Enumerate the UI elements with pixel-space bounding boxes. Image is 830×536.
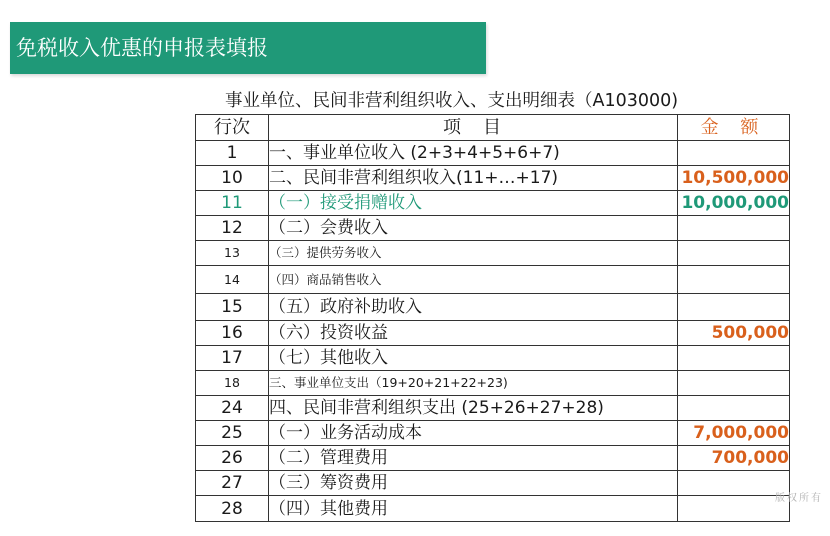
row-line-no: 28 — [196, 496, 269, 522]
detail-table — [195, 114, 790, 522]
row-amount — [678, 241, 790, 266]
row-item: 三、事业单位支出（19+20+21+22+23) — [269, 371, 678, 396]
row-line-no: 15 — [196, 294, 269, 321]
row-item: （一）业务活动成本 — [269, 421, 678, 446]
row-line-no: 12 — [196, 216, 269, 241]
row-item: （三）提供劳务收入 — [269, 241, 678, 266]
row-line-no: 18 — [196, 371, 269, 396]
row-item: （二）会费收入 — [269, 216, 678, 241]
row-amount: 700,000 — [678, 446, 790, 471]
table-row — [196, 446, 790, 471]
header-line-no: 行次 — [196, 115, 269, 141]
table-header-row — [196, 115, 790, 141]
row-item: （五）政府补助收入 — [269, 294, 678, 321]
row-item: 二、民间非营利组织收入(11+…+17) — [269, 166, 678, 191]
row-line-no: 11 — [196, 191, 269, 216]
row-amount — [678, 266, 790, 294]
row-amount: 10,000,000 — [678, 191, 790, 216]
banner-title: 免税收入优惠的申报表填报 — [16, 36, 268, 60]
row-amount: 500,000 — [678, 321, 790, 346]
row-amount — [678, 141, 790, 166]
table-row — [196, 371, 790, 396]
row-item: （一）接受捐赠收入 — [269, 191, 678, 216]
row-amount — [678, 496, 790, 522]
row-line-no: 27 — [196, 471, 269, 496]
table-row — [196, 471, 790, 496]
row-line-no: 25 — [196, 421, 269, 446]
row-amount — [678, 216, 790, 241]
table-row — [196, 216, 790, 241]
row-line-no: 13 — [196, 241, 269, 266]
row-item: （四）其他费用 — [269, 496, 678, 522]
row-line-no: 26 — [196, 446, 269, 471]
row-amount — [678, 346, 790, 371]
row-line-no: 1 — [196, 141, 269, 166]
row-item: 一、事业单位收入 (2+3+4+5+6+7) — [269, 141, 678, 166]
row-line-no: 10 — [196, 166, 269, 191]
row-line-no: 17 — [196, 346, 269, 371]
row-amount — [678, 396, 790, 421]
table-title: 事业单位、民间非营利组织收入、支出明细表（A103000) — [225, 91, 679, 111]
row-amount — [678, 294, 790, 321]
table-row — [196, 141, 790, 166]
row-line-no: 24 — [196, 396, 269, 421]
row-item: 四、民间非营利组织支出 (25+26+27+28) — [269, 396, 678, 421]
row-item: （二）管理费用 — [269, 446, 678, 471]
row-item: （六）投资收益 — [269, 321, 678, 346]
table-row — [196, 321, 790, 346]
row-item: （三）筹资费用 — [269, 471, 678, 496]
table-row — [196, 346, 790, 371]
table-row — [196, 241, 790, 266]
row-amount: 7,000,000 — [678, 421, 790, 446]
table-row — [196, 294, 790, 321]
table-row — [196, 421, 790, 446]
header-item: 项 目 — [269, 115, 678, 141]
table-row — [196, 496, 790, 522]
row-amount — [678, 371, 790, 396]
table-row — [196, 166, 790, 191]
row-line-no: 14 — [196, 266, 269, 294]
table-row — [196, 396, 790, 421]
row-item: （四）商品销售收入 — [269, 266, 678, 294]
watermark-text: 版权所有 — [775, 493, 823, 504]
header-amount: 金 额 — [678, 115, 790, 141]
row-amount — [678, 471, 790, 496]
row-line-no: 16 — [196, 321, 269, 346]
table-row-highlighted — [196, 191, 790, 216]
row-item: （七）其他收入 — [269, 346, 678, 371]
row-amount: 10,500,000 — [678, 166, 790, 191]
table-row — [196, 266, 790, 294]
section-banner — [10, 22, 486, 74]
